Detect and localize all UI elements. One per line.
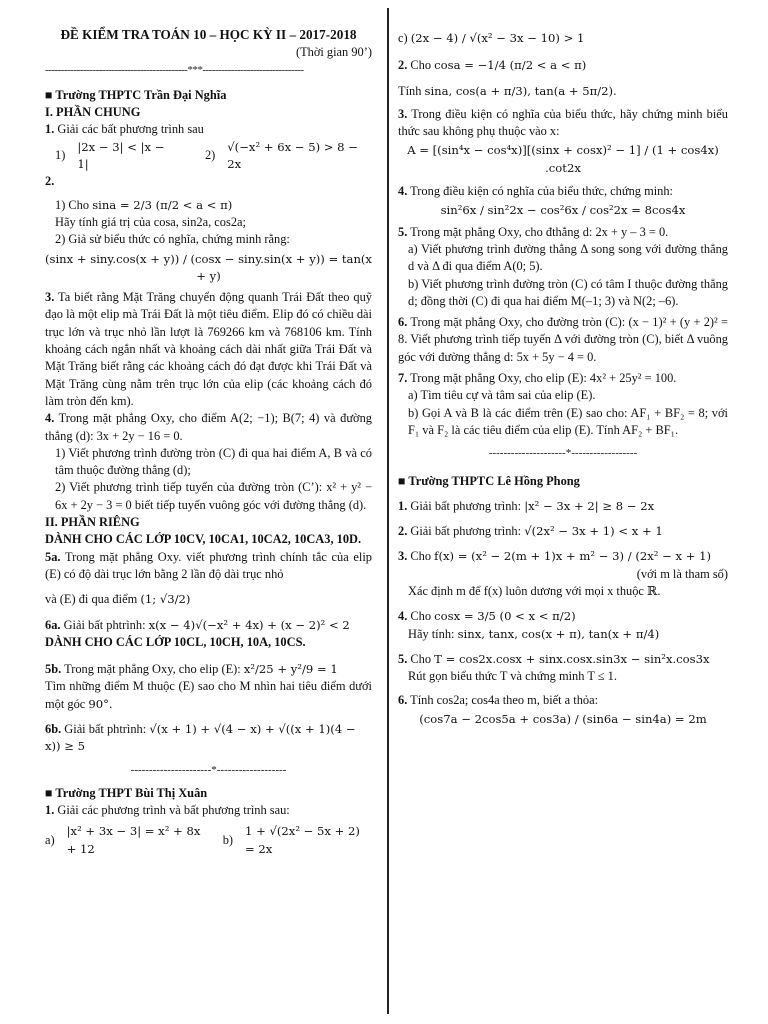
s1-q1-items: 1) |2x − 3| < |x − 1| 2) √(−x² + 6x − 5) > 8 − 2x: [45, 139, 372, 174]
exam-time: (Thời gian 90’): [295, 45, 372, 60]
s1-q6b-inequality: √(x + 1) + √(4 − x) + √((x + 1)(4 − x)) ≥ 5: [45, 721, 356, 754]
column-divider: [387, 8, 389, 1014]
s1-q5a-point: (1; √3/2): [140, 592, 191, 607]
s3-q4-items: sinx, tanx, cos(x + π), tan(x + π/4): [457, 626, 660, 641]
s2-q7-part-b: b) Gọi A và B là các điểm trên (E) sao cho: AF₁ + BF₂ = 8; với F₁ và F₂ là các tiêu điểm của elip (E). Tính AF₂ + BF₁.: [408, 405, 728, 437]
s2-q5-part-a: a) Viết phương trình đường thẳng Δ song song với đường thẳng d và Δ đi qua điểm A(0; 5).: [408, 241, 728, 274]
s3-question-5: 5. Cho T = cos2x.cosx + sinx.cosx.sin3x − sin²x.cos3x: [398, 651, 710, 666]
s1-q6a-inequality: x(x − 4)√(−x² + 4x) + (x − 2)² < 2: [148, 617, 350, 632]
s1-question-6b: 6b. Giải bất phtrình: √(x + 1) + √(4 − x) + √((x + 1)(4 − x)) ≥ 5: [45, 721, 356, 754]
s1-q1-a: |2x − 3| < |x − 1|: [77, 139, 165, 172]
s3-q3-part2: Xác định m để f(x) luôn dương với mọi x thuộc ℝ.: [408, 584, 661, 599]
class-group-2: DÀNH CHO CÁC LỚP 10CL, 10CH, 10A, 10CS.: [45, 634, 306, 649]
s3-q5-expression: T = cos2x.cosx + sinx.cosx.sin3x − sin²x.cos3x: [434, 651, 710, 666]
s2-question-2: 2. Cho cosa = −1/4 (π/2 < a < π): [398, 58, 587, 73]
section-separator-1: ----------------------*-------------------: [130, 763, 287, 776]
s1-q5a-point-line: và (E) đi qua điểm (1; √3/2): [45, 592, 191, 607]
s2-q1-b: 1 + √(2x² − 5x + 2) = 2x: [245, 824, 360, 856]
s2-q5-part-b: b) Viết phương trình đường tròn (C) có tâm I thuộc đường thẳng d; đồng thời (C) đi qua hai điểm M(–1; 3) và N(2; –6).: [408, 276, 728, 308]
s3-q3-function: f(x) = (x² − 2(m + 1)x + m² − 3) / (2x² − x + 1): [434, 549, 712, 564]
section-separator-2: ---------------------*------------------: [488, 447, 638, 460]
s1-q5b-part2: Tìm những điểm M thuộc (E) sao cho M nhìn hai tiêu điểm dưới một góc 90°.: [45, 679, 372, 711]
s1-q2-identity: (sinx + siny.cos(x + y)) / (cosx − siny.sin(x + y)) = tan(x + y): [45, 251, 372, 283]
s2-q1-a: |x² + 3x − 3| = x² + 8x + 12: [66, 824, 201, 856]
s3-q2-inequality: √(2x² − 3x + 1) < x + 1: [524, 524, 663, 539]
s3-question-3: 3. Cho f(x) = (x² − 2(m + 1)x + m² − 3) / (2x² − x + 1): [398, 549, 712, 564]
school-le-hong-phong: ■ Trường THPTC Lê Hồng Phong: [398, 473, 580, 488]
s2-question-1: 1. Giải các phương trình và bất phương trình sau:: [45, 803, 290, 818]
s3-question-1: 1. Giải bất phương trình: |x² − 3x + 2| ≥ 8 − 2x: [398, 498, 655, 513]
s3-q4-condition: cosx = 3/5 (0 < x < π/2): [434, 609, 576, 624]
s1-question-4: 4. Trong mặt phẳng Oxy, cho điểm A(2; −1); B(7; 4) và đường thẳng (d): 3x + 2y − 16 = 0.: [45, 411, 372, 443]
s1-q2-condition: sina = 2/3 (π/2 < a < π): [92, 197, 233, 212]
s3-question-4: 4. Cho cosx = 3/5 (0 < x < π/2): [398, 609, 576, 624]
s2-question-7: 7. Trong mặt phẳng Oxy, cho elip (E): 4x² + 25y² = 100.: [398, 371, 677, 386]
s2-question-5: 5. Trong mặt phẳng Oxy, cho đthẳng d: 2x + y – 3 = 0.: [398, 224, 669, 239]
s1-q5b-ellipse: x²/25 + y²/9 = 1: [243, 662, 338, 677]
s1-q2-part1: 1) Cho sina = 2/3 (π/2 < a < π): [55, 197, 233, 212]
s2-q7-part-a: a) Tìm tiêu cự và tâm sai của elip (E).: [408, 388, 596, 403]
s1-q2-part1b: Hãy tính giá trị của cosa, sin2a, cos2a;: [55, 214, 246, 229]
s3-q6-condition: (cos7a − 2cos5a + cos3a) / (sin6a − sin4a) = 2m: [419, 711, 707, 726]
s2-q1-items: a) |x² + 3x − 3| = x² + 8x + 12 b) 1 + √(2x² − 5x + 2) = 2x: [45, 823, 372, 858]
s3-q1-inequality: |x² − 3x + 2| ≥ 8 − 2x: [524, 498, 655, 513]
part-specific-heading: II. PHẦN RIÊNG: [45, 515, 140, 530]
s1-question-6a: 6a. Giải bất phtrình: x(x − 4)√(−x² + 4x) + (x − 2)² < 2: [45, 617, 350, 632]
s1-question-3: 3. Ta biết rằng Mặt Trăng chuyển động quanh Trái Đất theo quỹ đạo là một elip mà Trái Đất là một tiêu điểm. Elip đó có chiều dài trục lớn và trục nhỏ lần lượt là 769266 km và 768106 km. Tính khoảng cách ngắn nhất và khoảng cách dài nhất giữa Trái Đất và Mặt Trăng biết rằng các khoảng cách đó đạt được khi Trái Đất và Mặt Trăng cùng nằm trên trục lớn của elip (các khoảng cách đó làm tròn đến km).: [45, 290, 373, 408]
s3-q4-part2: Hãy tính: sinx, tanx, cos(x + π), tan(x + π/4): [408, 626, 660, 641]
s1-question-5a: 5a. Trong mặt phẳng Oxy. viết phương trình chính tắc của elip (E) có độ dài trục lớn bằng 2 lần độ dài trục nhỏ: [45, 549, 372, 581]
s1-q4-part2: 2) Viết phương trình tiếp tuyến của đường tròn (C’): x² + y² − 6x + 2y − 3 = 0 biết tiếp tuyến vuông góc với đường thẳng (d).: [55, 480, 372, 512]
s1-question-1: 1. Giải các bất phương trình sau: [45, 122, 204, 137]
school-bui-thi-xuan: ■ Trường THPT Bùi Thị Xuân: [45, 785, 208, 800]
s2-q2-compute: Tính sina, cos(a + π/3), tan(a + 5π/2).: [398, 83, 617, 98]
s2-q4-identity: sin²6x / sin²2x − cos²6x / cos²2x = 8cos4x: [440, 203, 686, 218]
s3-q5-part2: Rút gọn biểu thức T và chứng minh T ≤ 1.: [408, 669, 617, 684]
right-column: [398, 30, 728, 730]
s3-q3-note: (với m là tham số): [636, 566, 728, 581]
s1-question-2-label: 2.: [45, 174, 55, 189]
s3-question-2: 2. Giải bất phương trình: √(2x² − 3x + 1) < x + 1: [398, 524, 663, 539]
exam-title: ĐỀ KIỂM TRA TOÁN 10 – HỌC KỲ II – 2017-2018: [60, 27, 357, 42]
s2-q1-c: (2x − 4) / √(x² − 3x − 10) > 1: [410, 31, 585, 45]
s1-question-5b: 5b. Trong mặt phẳng Oxy, cho elip (E): x²/25 + y²/9 = 1: [45, 662, 338, 677]
class-group-1: DÀNH CHO CÁC LỚP 10CV, 10CA1, 10CA2, 10CA3, 10D.: [45, 532, 362, 547]
s2-question-6: 6. Trong mặt phẳng Oxy, cho đường tròn (C): (x − 1)² + (y + 2)² = 8. Viết phương trình tiếp tuyến Δ với đường tròn (C), biết Δ vuông góc với đường thẳng d: 5x + 5y − 4 = 0.: [398, 315, 728, 364]
s2-q1-c-line: c) (2x − 4) / √(x² − 3x − 10) > 1: [398, 31, 585, 45]
s2-q2-condition: cosa = −1/4 (π/2 < a < π): [434, 58, 587, 73]
s3-question-6: 6. Tính cos2a; cos4a theo m, biết a thỏa:: [398, 692, 599, 707]
s1-q1-b: √(−x² + 6x − 5) > 8 − 2x: [227, 139, 358, 172]
s2-question-3: 3. Trong điều kiện có nghĩa của biểu thức, hãy chứng minh biểu thức sau không phụ thuộc vào x:: [398, 106, 729, 139]
school-tran-dai-nghia: ■ Trường THPTC Trần Đại Nghĩa: [45, 87, 227, 102]
header-rule: ---------------------------------------------***--------------------------------: [45, 63, 304, 76]
part-common-heading: I. PHẦN CHUNG: [45, 105, 141, 120]
s2-q3-expression: A = [(sin⁴x − cos⁴x)][(sinx + cosx)² − 1] / (1 + cos4x) .cot2x: [407, 143, 719, 175]
s2-q2-items: sina, cos(a + π/3), tan(a + 5π/2).: [424, 83, 617, 98]
left-column: [45, 24, 372, 858]
s1-q4-part1: 1) Viết phương trình đường tròn (C) đi qua hai điểm A, B và có tâm thuộc đường thẳng (d);: [55, 445, 372, 478]
s2-question-4: 4. Trong điều kiện có nghĩa của biểu thức, chứng minh:: [398, 184, 673, 199]
s1-q2-part2: 2) Giả sử biểu thức có nghĩa, chứng minh rằng:: [55, 232, 290, 247]
